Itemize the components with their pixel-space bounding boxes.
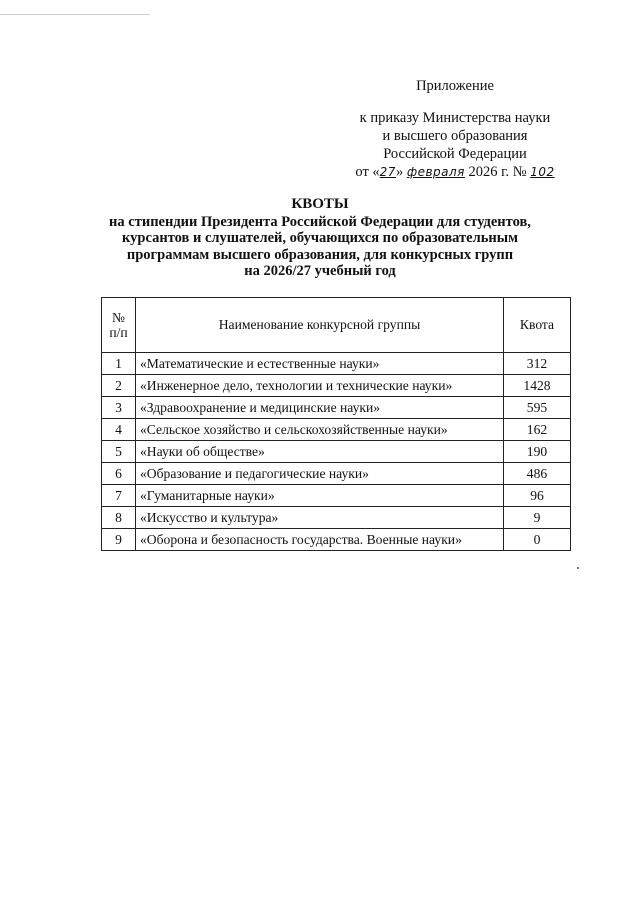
row-number: 1 <box>102 353 136 375</box>
date-year: 2026 г. № <box>468 164 527 180</box>
header-number-sign: № <box>112 310 125 325</box>
row-group-name: «Науки об обществе» <box>136 441 504 463</box>
row-group-name: «Инженерное дело, технологии и технические науки» <box>136 375 504 397</box>
row-group-name: «Здравоохранение и медицинские науки» <box>136 397 504 419</box>
table-row <box>102 353 571 375</box>
appendix-date-line <box>330 163 580 181</box>
table-row <box>102 529 571 551</box>
quota-table <box>101 297 571 551</box>
row-number: 7 <box>102 485 136 507</box>
table-row <box>102 375 571 397</box>
row-group-name: «Математические и естественные науки» <box>136 353 504 375</box>
table-row <box>102 463 571 485</box>
row-quota: 595 <box>504 397 571 419</box>
row-group-name: «Искусство и культура» <box>136 507 504 529</box>
row-quota: 1428 <box>504 375 571 397</box>
heading-line-2: курсантов и слушателей, обучающихся по образовательным <box>122 230 518 246</box>
table-row <box>102 419 571 441</box>
row-number: 9 <box>102 529 136 551</box>
table-header-row <box>102 298 571 353</box>
date-prefix: от « <box>355 164 380 180</box>
header-number-abbr: п/п <box>109 325 128 340</box>
scan-speck <box>577 567 579 569</box>
row-group-name: «Образование и педагогические науки» <box>136 463 504 485</box>
heading-line-3: программам высшего образования, для конкурсных групп <box>126 246 514 263</box>
row-number: 2 <box>102 375 136 397</box>
heading-line-4: на 2026/27 учебный год <box>244 263 396 279</box>
row-quota: 190 <box>504 441 571 463</box>
row-group-name: «Гуманитарные науки» <box>136 485 504 507</box>
row-number: 3 <box>102 397 136 419</box>
handwritten-order-number: 102 <box>530 165 555 179</box>
row-number: 8 <box>102 507 136 529</box>
header-number <box>102 298 136 353</box>
handwritten-day: 27 <box>379 165 396 179</box>
document-heading <box>90 196 550 280</box>
row-number: 4 <box>102 419 136 441</box>
row-quota: 162 <box>504 419 571 441</box>
table-row <box>102 397 571 419</box>
table-row <box>102 441 571 463</box>
scan-edge-line <box>0 14 150 15</box>
row-number: 6 <box>102 463 136 485</box>
row-quota: 96 <box>504 485 571 507</box>
date-close-quote: » <box>395 164 404 180</box>
header-quota: Квота <box>504 298 571 353</box>
row-number: 5 <box>102 441 136 463</box>
appendix-order-line: к приказу Министерства науки <box>359 110 551 126</box>
appendix-federation-line: Российской Федерации <box>383 146 527 162</box>
row-quota: 9 <box>504 507 571 529</box>
row-quota: 486 <box>504 463 571 485</box>
heading-title: КВОТЫ <box>291 196 349 212</box>
row-group-name: «Сельское хозяйство и сельскохозяйственные науки» <box>136 419 504 441</box>
table-row <box>102 485 571 507</box>
row-group-name: «Оборона и безопасность государства. Военные науки» <box>136 529 504 551</box>
heading-line-1: на стипендии Президента Российской Федерации для студентов, <box>109 213 531 230</box>
table-row <box>102 507 571 529</box>
row-quota: 312 <box>504 353 571 375</box>
appendix-title: Приложение <box>416 78 494 94</box>
appendix-block <box>330 77 580 181</box>
appendix-ministry-line: и высшего образования <box>382 128 528 144</box>
row-quota: 0 <box>504 529 571 551</box>
handwritten-month: февраля <box>406 165 465 179</box>
header-group-name: Наименование конкурсной группы <box>136 298 504 353</box>
